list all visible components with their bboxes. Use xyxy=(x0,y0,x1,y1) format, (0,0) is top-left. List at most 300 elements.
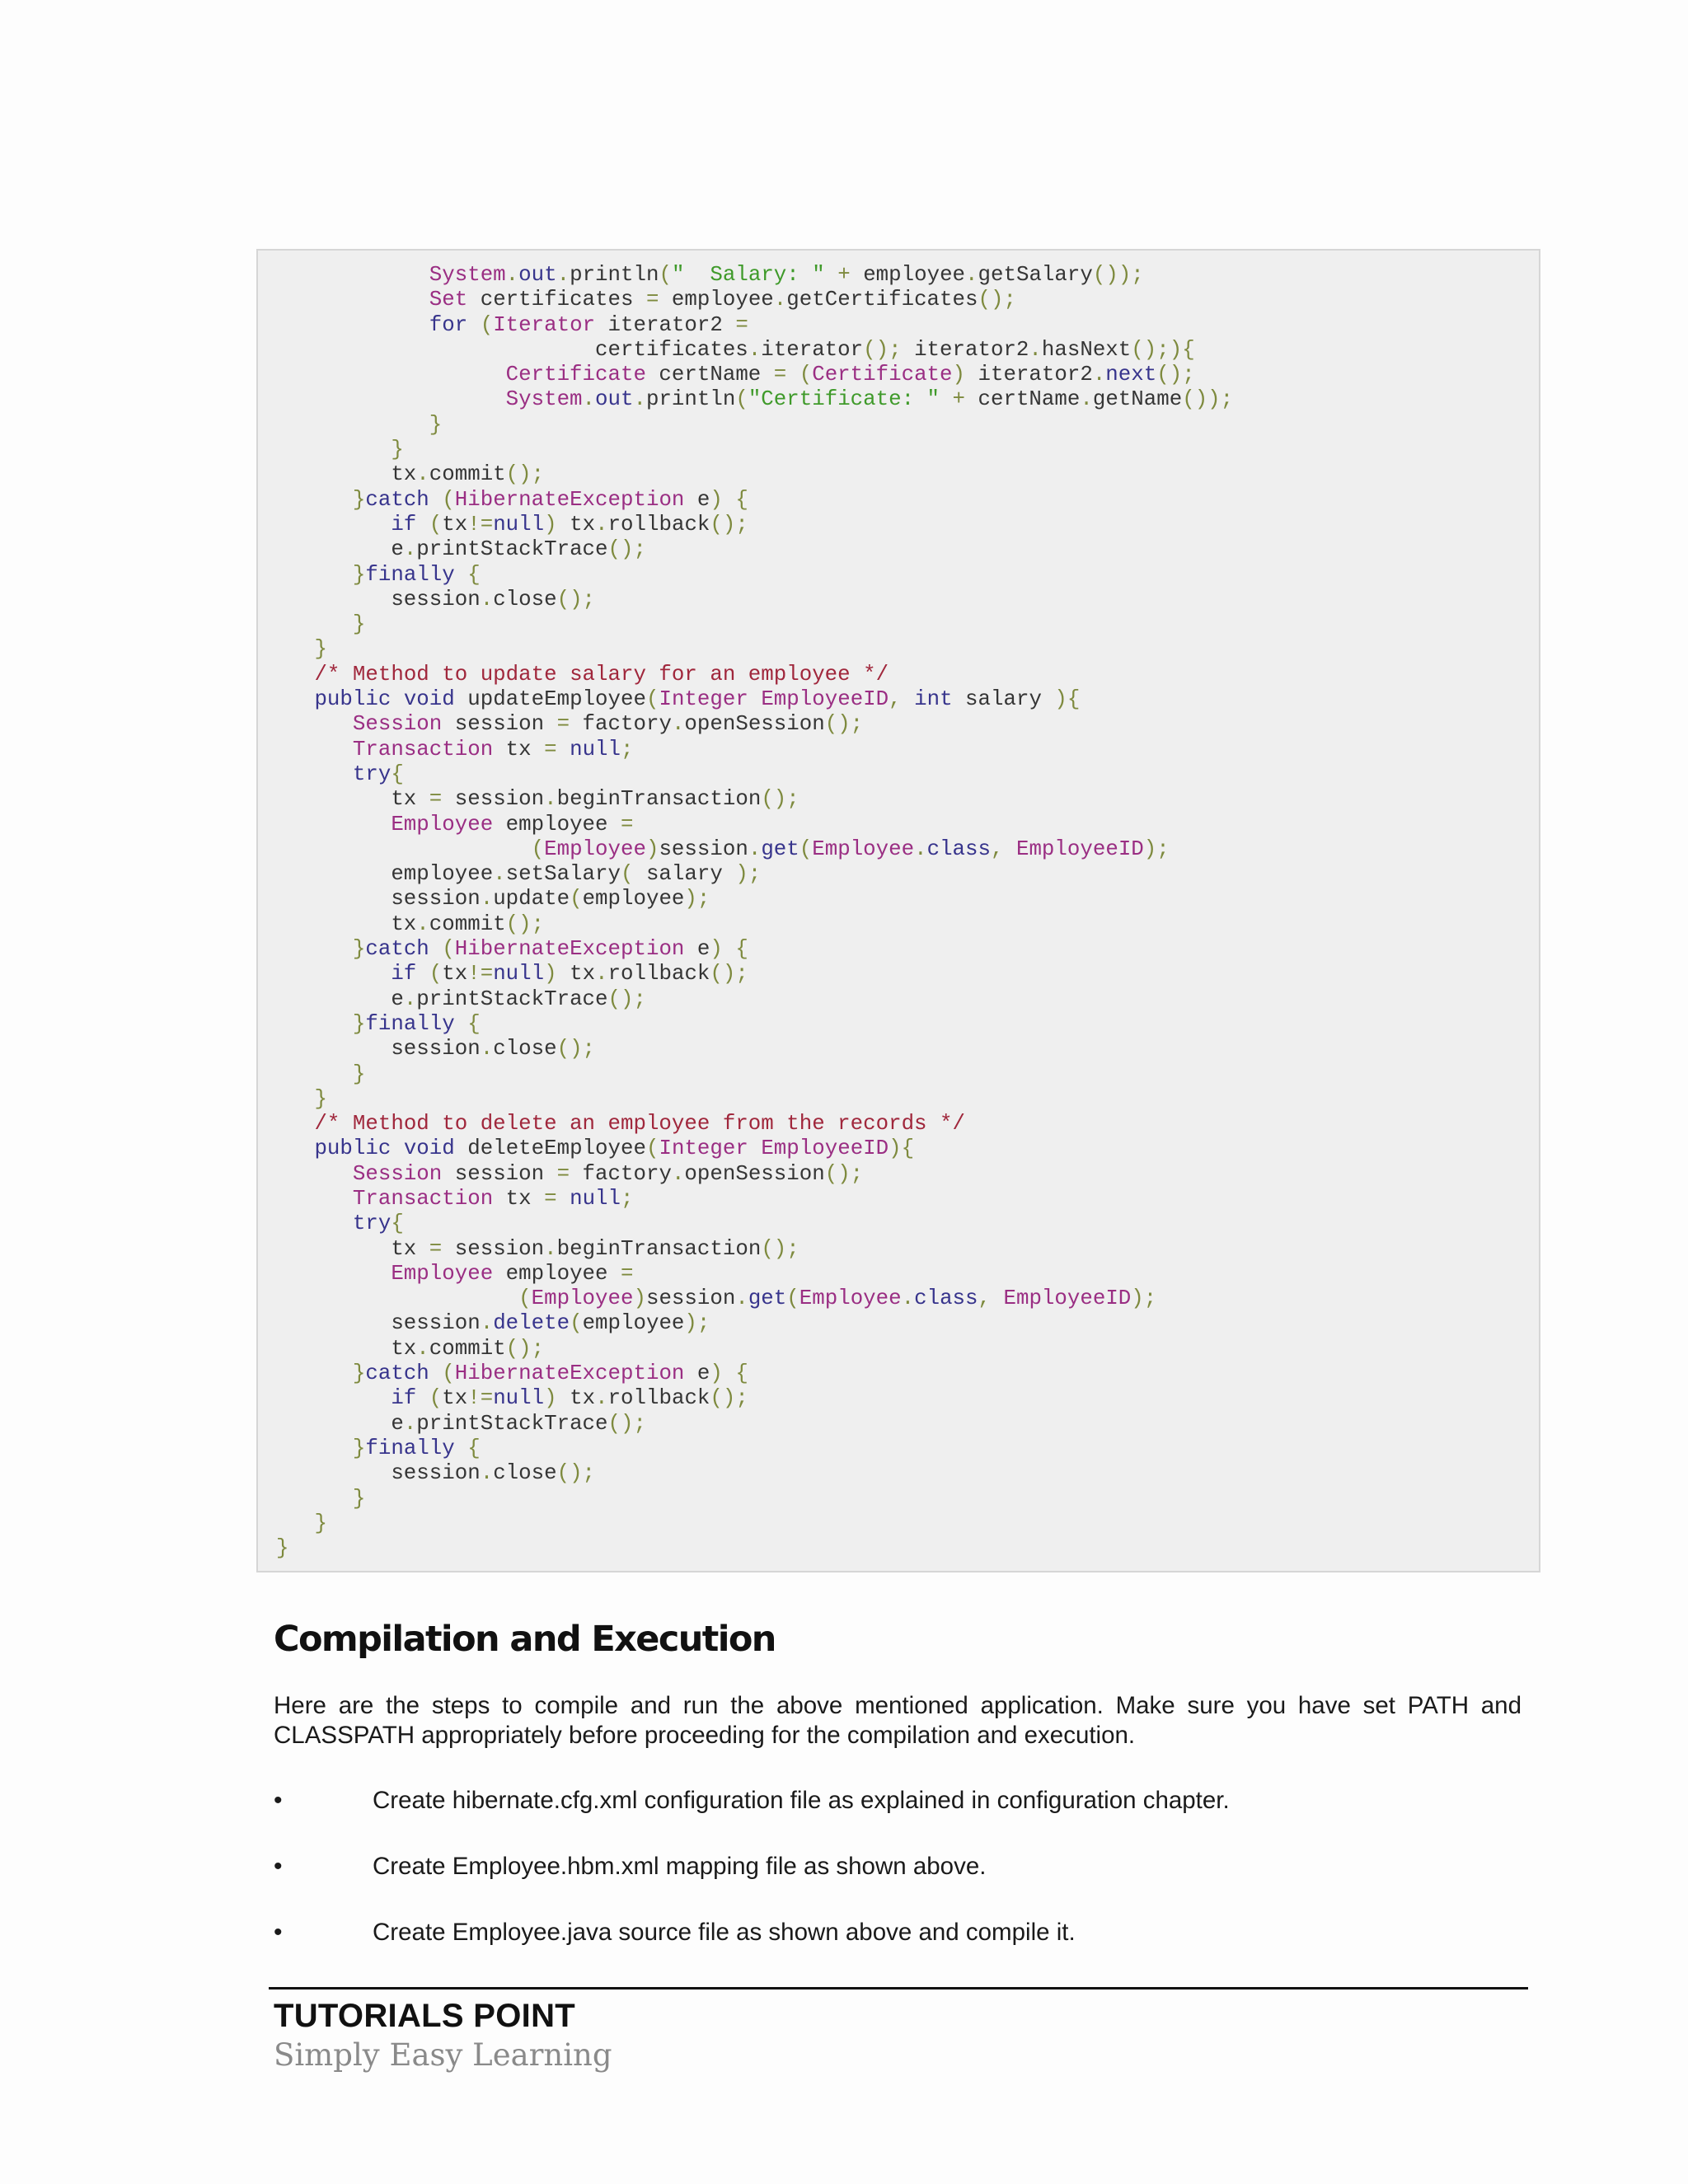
code-token: = xyxy=(621,1261,634,1286)
code-token xyxy=(557,738,570,762)
code-line xyxy=(276,762,1233,787)
code-token: deleteEmployee xyxy=(454,1137,646,1161)
code-token: finally xyxy=(365,1011,455,1036)
code-token: certName xyxy=(978,387,1081,412)
code-token: tx xyxy=(556,962,596,987)
code-token: . xyxy=(1092,363,1106,387)
code-line xyxy=(276,488,1233,513)
code-token: int xyxy=(914,687,953,712)
code-token xyxy=(276,937,353,961)
code-line xyxy=(276,263,1233,288)
code-token: /* Method to update salary for an employee */ xyxy=(314,662,889,687)
code-token: if xyxy=(391,1386,417,1411)
code-token: ); xyxy=(735,862,762,887)
code-token: ( xyxy=(531,837,545,861)
code-token: , xyxy=(991,837,1004,861)
code-token: null xyxy=(570,1186,621,1211)
code-token: . xyxy=(595,512,608,537)
code-token: null xyxy=(493,512,545,537)
code-token: (); xyxy=(607,987,646,1011)
code-token: void xyxy=(403,687,455,712)
code-token: public xyxy=(314,687,392,712)
code-token: . xyxy=(403,1411,417,1436)
code-token xyxy=(276,288,429,312)
code-token: if xyxy=(391,512,417,537)
code-token: = xyxy=(556,712,570,737)
code-token: (); xyxy=(607,537,646,562)
code-token xyxy=(902,687,914,711)
code-token: null xyxy=(570,737,621,762)
code-token: ; xyxy=(621,1186,634,1211)
code-token xyxy=(276,313,429,337)
code-line xyxy=(276,1137,1233,1161)
code-token: ( xyxy=(429,512,443,537)
code-token: } xyxy=(314,637,327,662)
code-token: ( xyxy=(442,487,455,512)
code-token xyxy=(276,837,532,861)
code-token xyxy=(429,1361,442,1385)
code-token: employee xyxy=(863,263,966,287)
code-token: . xyxy=(901,1286,915,1311)
code-listing-box xyxy=(256,249,1540,1572)
code-line xyxy=(276,1187,1233,1212)
step-text: Create Employee.hbm.xml mapping file as shown above. xyxy=(373,1853,987,1880)
code-token: ()); xyxy=(1092,263,1144,287)
code-token xyxy=(748,1137,761,1160)
code-token: . xyxy=(403,537,417,562)
code-token: = xyxy=(773,363,787,387)
code-token xyxy=(429,937,442,961)
code-token: . xyxy=(480,1461,494,1486)
code-token: Iterator xyxy=(493,312,596,337)
code-line xyxy=(276,1212,1233,1236)
code-token: (); xyxy=(710,962,748,987)
code-token: Session xyxy=(352,1161,443,1186)
code-token xyxy=(276,1386,391,1410)
code-token: e xyxy=(276,1411,404,1436)
code-token: } xyxy=(429,412,443,437)
code-token: catch xyxy=(365,1361,429,1386)
code-token: EmployeeID xyxy=(761,687,889,712)
code-token: (); xyxy=(824,1161,864,1186)
code-token xyxy=(276,1112,314,1136)
steps-list xyxy=(274,1786,1526,1984)
code-token: commit xyxy=(429,912,506,936)
list-item xyxy=(274,1918,1526,1984)
code-token: . xyxy=(914,837,927,861)
code-token: { xyxy=(735,487,748,512)
code-token: tx xyxy=(442,962,468,987)
code-token: = xyxy=(544,737,557,762)
code-line xyxy=(276,862,1233,887)
code-line xyxy=(276,462,1233,487)
code-token xyxy=(416,513,429,537)
code-token: { xyxy=(467,562,481,587)
code-token: . xyxy=(1080,387,1093,412)
code-line xyxy=(276,1012,1233,1037)
code-token: != xyxy=(467,962,494,987)
code-token: + xyxy=(824,263,864,287)
section-title: Compilation and Execution xyxy=(274,1619,776,1660)
code-token: ) xyxy=(710,487,723,512)
list-item xyxy=(274,1786,1526,1852)
code-token: session xyxy=(659,837,748,861)
code-token: null xyxy=(493,962,545,987)
code-token xyxy=(455,1436,467,1460)
code-token: session xyxy=(442,1236,545,1261)
code-line xyxy=(276,338,1233,363)
code-token: session xyxy=(442,1161,557,1186)
code-token: println xyxy=(645,387,736,412)
code-token xyxy=(276,1062,353,1086)
code-token xyxy=(391,1137,403,1160)
code-line xyxy=(276,537,1233,562)
code-token: ( xyxy=(799,363,813,387)
code-token: + xyxy=(940,387,978,412)
code-token: EmployeeID xyxy=(1003,1286,1132,1311)
code-token: . xyxy=(748,837,762,861)
code-token: . xyxy=(480,1037,494,1062)
code-token xyxy=(455,563,467,587)
code-token: . xyxy=(748,337,762,362)
code-line xyxy=(276,513,1233,537)
code-token: EmployeeID xyxy=(1015,837,1144,861)
code-token xyxy=(276,1212,353,1235)
code-line xyxy=(276,1237,1233,1262)
bullet-icon: • xyxy=(274,1787,283,1814)
code-line xyxy=(276,1461,1233,1486)
code-token xyxy=(276,1436,353,1460)
code-token: printStackTrace xyxy=(416,987,608,1011)
code-token: Transaction xyxy=(352,737,494,762)
code-token: (); xyxy=(505,1336,545,1361)
code-token: != xyxy=(467,512,494,537)
code-line xyxy=(276,937,1233,962)
code-token xyxy=(276,1262,391,1286)
code-line xyxy=(276,712,1233,737)
code-token: public xyxy=(314,1137,392,1161)
code-token: rollback xyxy=(607,962,710,987)
code-token: " Salary: " xyxy=(671,263,825,287)
code-token: rollback xyxy=(607,512,710,537)
code-token: ); xyxy=(1143,837,1170,861)
code-token: session xyxy=(442,712,557,737)
code-token: (); xyxy=(710,512,748,537)
code-token: tx xyxy=(276,787,429,812)
code-token: employee xyxy=(276,862,494,887)
code-token: { xyxy=(467,1011,481,1036)
code-line xyxy=(276,962,1233,987)
code-token xyxy=(276,1187,353,1211)
code-line xyxy=(276,1337,1233,1361)
code-token: . xyxy=(556,263,570,287)
code-token: tx xyxy=(556,1386,596,1411)
code-token xyxy=(429,488,442,512)
code-token: ( xyxy=(570,887,583,912)
code-token xyxy=(276,363,506,387)
code-line xyxy=(276,1286,1233,1311)
code-token: try xyxy=(352,1212,392,1236)
code-token: printStackTrace xyxy=(416,1411,608,1436)
code-line xyxy=(276,1361,1233,1386)
code-line xyxy=(276,1062,1233,1087)
code-token: . xyxy=(595,1386,608,1411)
code-token: ){ xyxy=(889,1137,915,1161)
code-token: (); xyxy=(863,337,902,362)
code-token: getName xyxy=(1092,387,1183,412)
code-token: tx xyxy=(276,1236,429,1261)
code-line xyxy=(276,588,1233,612)
code-token: tx xyxy=(556,512,596,537)
code-token: session xyxy=(276,587,481,612)
code-token xyxy=(467,313,480,337)
code-token: . xyxy=(480,587,494,612)
code-token: ) xyxy=(645,837,659,861)
code-token: ();){ xyxy=(1131,337,1195,362)
step-text: Create Employee.java source file as shown above and compile it. xyxy=(373,1919,1076,1946)
code-token: . xyxy=(416,1336,429,1361)
code-token xyxy=(276,263,429,287)
code-token xyxy=(276,413,429,437)
code-token: ) xyxy=(544,1386,557,1411)
code-token: . xyxy=(416,462,429,487)
code-line xyxy=(276,887,1233,912)
code-token xyxy=(276,612,353,636)
code-token: } xyxy=(352,1361,366,1386)
code-token: employee xyxy=(493,1261,621,1286)
code-token xyxy=(557,1187,570,1211)
code-token: ( xyxy=(786,1286,799,1311)
code-token xyxy=(416,962,429,986)
code-token xyxy=(276,488,353,512)
code-token: = xyxy=(556,1161,570,1186)
code-token: } xyxy=(352,1486,366,1511)
code-token: . xyxy=(493,862,506,887)
code-token: ) xyxy=(952,363,965,387)
code-token: = xyxy=(544,1186,557,1211)
code-token: finally xyxy=(365,1436,455,1460)
code-token: ) xyxy=(544,962,557,987)
code-token: ); xyxy=(684,1311,710,1336)
code-token: } xyxy=(314,1086,327,1111)
code-token: } xyxy=(352,937,366,962)
code-line xyxy=(276,563,1233,588)
code-line xyxy=(276,663,1233,687)
code-token: . xyxy=(633,387,646,412)
code-token: Set xyxy=(429,288,468,312)
code-line xyxy=(276,1511,1233,1536)
code-token: Transaction xyxy=(352,1186,494,1211)
code-token: (); xyxy=(505,462,545,487)
code-token: . xyxy=(582,387,596,412)
code-token: ){ xyxy=(1054,687,1081,712)
code-token: "Certificate: " xyxy=(748,387,940,412)
code-token xyxy=(276,387,506,411)
code-line xyxy=(276,1487,1233,1511)
code-token: . xyxy=(480,1311,494,1336)
code-token: . xyxy=(773,288,787,312)
code-token: ( xyxy=(429,1386,443,1411)
code-token: tx xyxy=(493,737,545,762)
code-token: ( xyxy=(480,312,494,337)
code-line xyxy=(276,738,1233,762)
code-token: employee xyxy=(582,887,685,912)
code-token: delete xyxy=(493,1311,570,1336)
code-token: } xyxy=(352,1062,366,1086)
code-line xyxy=(276,1412,1233,1436)
list-item xyxy=(274,1852,1526,1918)
code-token: ( xyxy=(429,962,443,987)
code-line xyxy=(276,612,1233,637)
code-token xyxy=(276,738,353,762)
code-token: iterator2 xyxy=(901,337,1029,362)
code-token: ()); xyxy=(1182,387,1234,412)
code-token: getCertificates xyxy=(786,288,978,312)
code-token xyxy=(276,1511,314,1535)
code-token: != xyxy=(467,1386,494,1411)
code-token xyxy=(723,1361,735,1385)
code-token: } xyxy=(314,1511,327,1535)
code-token xyxy=(276,1361,353,1385)
code-token: = xyxy=(645,288,659,312)
code-token: Employee xyxy=(531,1286,634,1311)
code-token: /* Method to delete an employee from the records */ xyxy=(314,1112,965,1137)
code-token: tx xyxy=(276,912,417,936)
code-line xyxy=(276,1087,1233,1112)
code-token: ( xyxy=(799,837,813,861)
code-token: get xyxy=(748,1286,787,1311)
code-token: close xyxy=(493,1037,557,1062)
code-token xyxy=(723,488,735,512)
code-token: iterator xyxy=(761,337,864,362)
code-line xyxy=(276,1536,1233,1561)
code-token: } xyxy=(352,562,366,587)
code-token: tx xyxy=(442,1386,468,1411)
code-token: tx xyxy=(493,1186,545,1211)
code-token: Employee xyxy=(799,1286,902,1311)
code-token: . xyxy=(1029,337,1042,362)
code-token xyxy=(416,1386,429,1410)
code-token: class xyxy=(914,1286,978,1311)
code-token: . xyxy=(416,912,429,936)
code-token: (); xyxy=(1156,363,1195,387)
code-token: . xyxy=(544,787,557,812)
code-token: (); xyxy=(824,712,864,737)
code-token: Integer xyxy=(659,1137,748,1161)
code-line xyxy=(276,837,1233,862)
code-token: Employee xyxy=(544,837,646,861)
code-token: Employee xyxy=(812,837,915,861)
code-token: Employee xyxy=(391,812,494,837)
code-token: System xyxy=(429,263,506,287)
code-token: beginTransaction xyxy=(556,1236,762,1261)
code-token: ) xyxy=(710,937,723,962)
code-token: update xyxy=(493,887,570,912)
code-token: } xyxy=(276,1536,289,1561)
code-line xyxy=(276,288,1233,312)
code-line xyxy=(276,1037,1233,1062)
footer-tagline: Simply Easy Learning xyxy=(274,2037,612,2073)
code-token: . xyxy=(403,987,417,1011)
code-line xyxy=(276,1262,1233,1286)
code-token: ( xyxy=(645,687,659,712)
code-line xyxy=(276,387,1233,412)
code-token: commit xyxy=(429,1336,506,1361)
code-token xyxy=(276,813,391,837)
code-line xyxy=(276,687,1233,712)
code-token xyxy=(723,937,735,961)
footer-brand: TUTORIALS POINT xyxy=(274,1998,575,2034)
code-token: . xyxy=(595,962,608,987)
code-token: Certificate xyxy=(505,363,646,387)
code-token xyxy=(276,687,314,711)
code-line xyxy=(276,438,1233,462)
code-token: ( xyxy=(442,937,455,962)
code-token: (); xyxy=(761,787,799,812)
code-token xyxy=(991,1286,1003,1310)
code-line xyxy=(276,313,1233,338)
code-token: null xyxy=(493,1386,545,1411)
code-token: iterator2 xyxy=(595,312,736,337)
code-line xyxy=(276,987,1233,1012)
code-token xyxy=(276,762,353,786)
code-token: tx xyxy=(276,462,417,487)
code-token: { xyxy=(467,1436,481,1460)
code-token: Certificate xyxy=(812,363,953,387)
code-token: salary xyxy=(633,862,736,887)
code-token xyxy=(1003,837,1015,861)
code-token: next xyxy=(1105,363,1157,387)
code-token: certName xyxy=(645,363,774,387)
code-token: getSalary xyxy=(978,263,1093,287)
code-token: salary xyxy=(952,687,1055,712)
code-token: HibernateException xyxy=(454,1361,685,1386)
code-token xyxy=(276,712,353,736)
code-token: System xyxy=(505,387,583,412)
code-token: out xyxy=(518,263,557,287)
bullet-icon: • xyxy=(274,1853,283,1880)
code-token: e xyxy=(276,987,404,1011)
code-token xyxy=(276,438,391,462)
code-token: = xyxy=(429,787,443,812)
code-line xyxy=(276,1112,1233,1137)
step-text: Create hibernate.cfg.xml configuration file as explained in configuration chapter. xyxy=(373,1787,1230,1814)
code-token: EmployeeID xyxy=(761,1137,889,1161)
code-token: beginTransaction xyxy=(556,787,762,812)
code-token: (); xyxy=(761,1236,799,1261)
code-line xyxy=(276,813,1233,837)
code-token: tx xyxy=(442,512,468,537)
code-token: } xyxy=(352,1011,366,1036)
code-token: e xyxy=(276,537,404,562)
code-token: if xyxy=(391,962,417,987)
code-token: { xyxy=(391,1212,404,1236)
code-token: openSession xyxy=(684,712,825,737)
code-token xyxy=(276,513,391,537)
code-line xyxy=(276,1162,1233,1187)
code-token: . xyxy=(671,1161,685,1186)
code-token: . xyxy=(965,263,978,287)
code-token: { xyxy=(391,762,404,786)
code-token: ); xyxy=(1131,1286,1157,1311)
code-token: session xyxy=(645,1286,736,1311)
code-token: iterator2 xyxy=(965,363,1093,387)
code-token: close xyxy=(493,1461,557,1486)
code-token: certificates xyxy=(276,337,748,362)
code-token: Session xyxy=(352,712,443,737)
bullet-icon: • xyxy=(274,1919,283,1946)
code-token: ( xyxy=(442,1361,455,1386)
